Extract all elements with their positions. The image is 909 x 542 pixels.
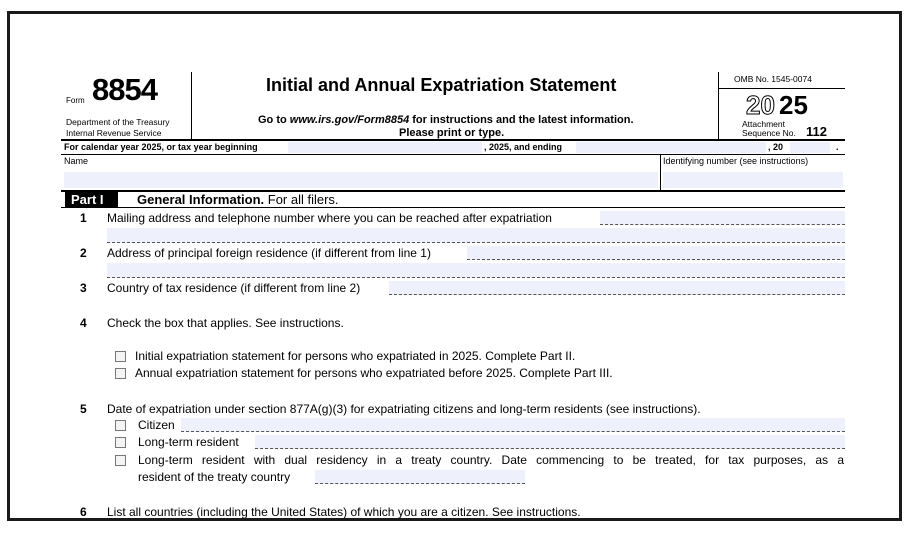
name-field[interactable] bbox=[64, 172, 658, 188]
line5-option-dual-cont: resident of the treaty country bbox=[138, 470, 291, 484]
line5-option-dual: Long-term resident with dual residency in a treaty country. Date commencing to be treated, for tax purposes, as a bbox=[138, 453, 844, 467]
line1-text: Mailing address and telephone number where you can be reached after expatriation bbox=[107, 211, 552, 225]
instruction-line bbox=[258, 114, 634, 126]
line5-ltr-checkbox[interactable] bbox=[115, 437, 126, 448]
calendar-right: , 20 bbox=[768, 142, 784, 152]
attachment-label: Attachment bbox=[742, 119, 785, 129]
line2-number: 2 bbox=[80, 246, 87, 260]
form-word: Form bbox=[66, 96, 85, 105]
line4-option-annual: Annual expatriation statement for persons who expatriated before 2025. Complete Part III. bbox=[135, 366, 613, 380]
form-page bbox=[7, 11, 902, 521]
line2-field-a[interactable] bbox=[467, 246, 845, 260]
line4-text: Check the box that applies. See instructions. bbox=[107, 316, 344, 330]
omb-divider bbox=[718, 88, 845, 89]
line5-dual-checkbox[interactable] bbox=[115, 455, 126, 466]
line4-initial-checkbox[interactable] bbox=[115, 351, 126, 362]
header-rule bbox=[61, 139, 845, 141]
line2-field-b[interactable] bbox=[107, 263, 845, 278]
line1-field-b[interactable] bbox=[107, 228, 845, 243]
line5-number: 5 bbox=[80, 402, 87, 416]
line5-citizen-date-field[interactable] bbox=[181, 418, 845, 432]
part1-bottom-rule bbox=[61, 207, 845, 208]
line4-annual-checkbox[interactable] bbox=[115, 368, 126, 379]
line4-option-initial: Initial expatriation statement for persons who expatriated in 2025. Complete Part II. bbox=[135, 349, 576, 363]
part1-title: General Information. bbox=[137, 192, 265, 207]
form-number: 8854 bbox=[92, 72, 157, 107]
line5-option-citizen: Citizen bbox=[138, 418, 175, 432]
sequence-label: Sequence No. bbox=[742, 128, 796, 138]
year-outline: 20 bbox=[746, 90, 775, 120]
line3-number: 3 bbox=[80, 281, 87, 295]
calendar-rule bbox=[61, 154, 845, 155]
dept-line1: Department of the Treasury bbox=[66, 117, 170, 127]
tax-year-begin-field[interactable] bbox=[288, 142, 482, 153]
omb-number: OMB No. 1545-0074 bbox=[734, 74, 812, 84]
dept-line2: Internal Revenue Service bbox=[66, 128, 162, 138]
part1-heading bbox=[137, 192, 339, 207]
sequence-number: 112 bbox=[806, 124, 827, 139]
line5-text: Date of expatriation under section 877A(g)(3) for expatriating citizens and long-term residents (see instructions). bbox=[107, 402, 701, 416]
line4-number: 4 bbox=[80, 316, 87, 330]
calendar-label: For calendar year 2025, or tax year beginning bbox=[64, 142, 258, 152]
form-title: Initial and Annual Expatriation Statement bbox=[266, 75, 617, 95]
line5-option-ltr: Long-term resident bbox=[138, 435, 239, 449]
line5-citizen-checkbox[interactable] bbox=[115, 420, 126, 431]
line3-field[interactable] bbox=[389, 281, 845, 295]
line6-number: 6 bbox=[80, 505, 87, 519]
id-number-field[interactable] bbox=[663, 172, 843, 188]
header-divider-right bbox=[718, 72, 719, 140]
line5-ltr-date-field[interactable] bbox=[255, 435, 845, 449]
line5-dual-date-field[interactable] bbox=[315, 470, 525, 484]
header-divider-left bbox=[191, 72, 192, 140]
calendar-middle: , 2025, and ending bbox=[484, 142, 563, 152]
part1-subtitle: For all filers. bbox=[264, 192, 339, 207]
calendar-end: . bbox=[836, 142, 839, 152]
part1-tag: Part I bbox=[71, 192, 104, 207]
line3-text: Country of tax residence (if different from line 2) bbox=[107, 281, 361, 295]
name-divider bbox=[660, 154, 661, 190]
line1-number: 1 bbox=[80, 211, 87, 225]
line6-text: List all countries (including the United States) of which you are a citizen. See instructions. bbox=[107, 505, 581, 519]
tax-year-end-year-field[interactable] bbox=[790, 142, 830, 153]
line1-field-a[interactable] bbox=[600, 211, 845, 225]
print-note: Please print or type. bbox=[399, 127, 505, 139]
instruction-pre: Go to bbox=[258, 114, 290, 126]
line2-text: Address of principal foreign residence (if different from line 1) bbox=[107, 246, 431, 260]
year-bold: 25 bbox=[779, 90, 808, 120]
instruction-url[interactable]: www.irs.gov/Form8854 bbox=[289, 114, 410, 126]
instruction-post: for instructions and the latest information. bbox=[409, 114, 634, 126]
name-label: Name bbox=[64, 156, 89, 166]
id-label: Identifying number (see instructions) bbox=[663, 156, 809, 166]
tax-year-end-field[interactable] bbox=[576, 142, 766, 153]
